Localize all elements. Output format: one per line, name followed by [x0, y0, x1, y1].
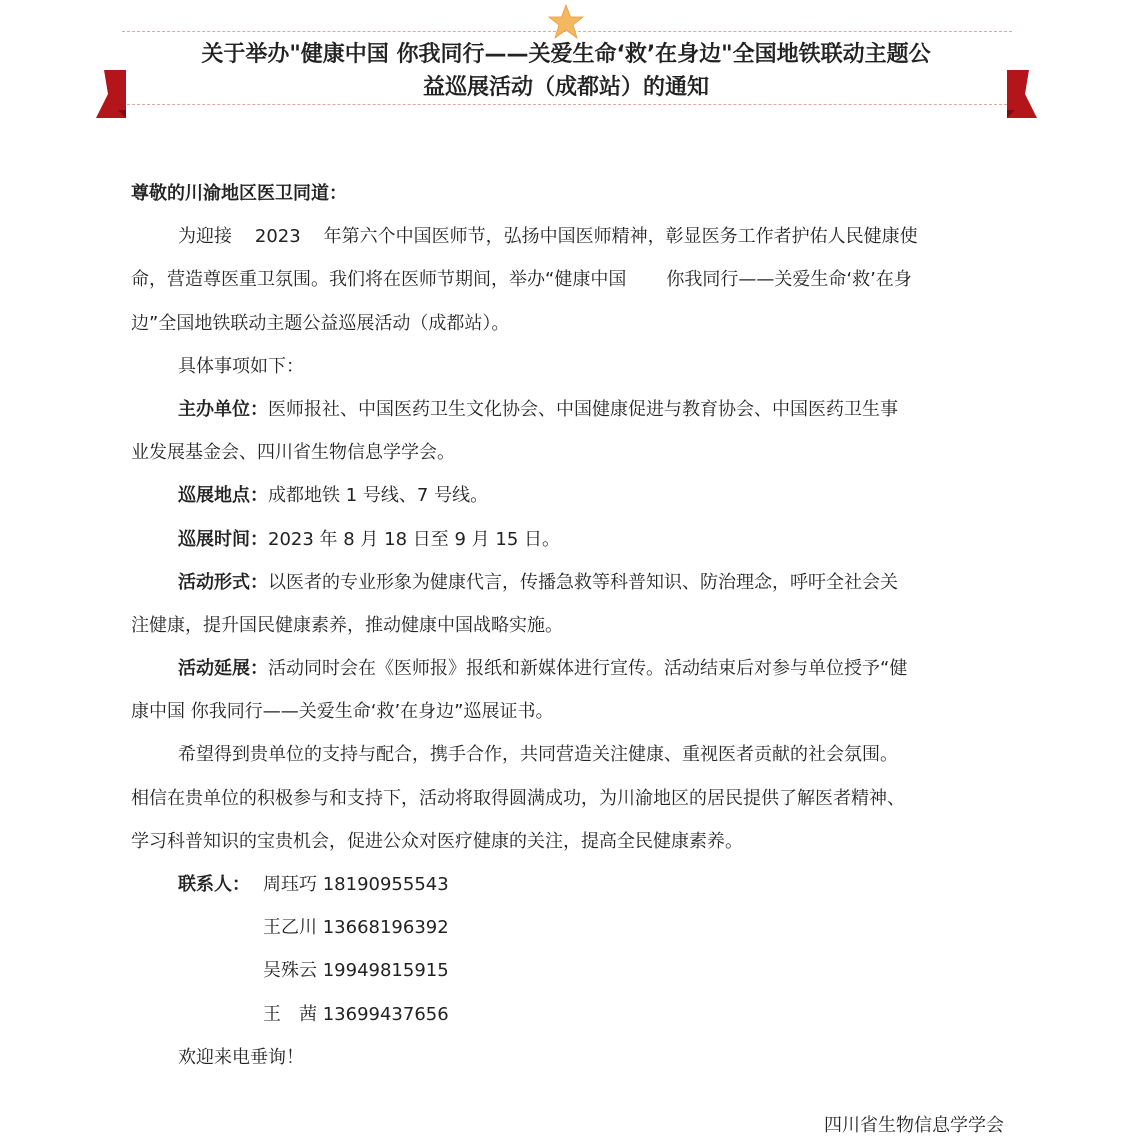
greeting: 尊敬的川渝地区医卫同道：	[131, 183, 347, 204]
contact-line-1	[131, 871, 1011, 914]
title-line-1: 关于举办"健康中国 你我同行——关爱生命‘救’在身边"全国地铁联动主题公	[201, 42, 931, 67]
location-line	[131, 482, 1011, 525]
format-line-1	[131, 569, 1011, 612]
location-label: 巡展地点：	[178, 485, 268, 507]
time-line	[131, 526, 1011, 569]
organizers-line-1	[131, 396, 1011, 439]
extension-text-1: 活动同时会在《医师报》报纸和新媒体进行宣传。活动结束后对参与单位授予“健	[268, 658, 908, 680]
format-label: 活动形式：	[178, 571, 268, 593]
intro-line-1	[131, 223, 1011, 266]
intro-line-2	[131, 266, 1011, 309]
contact-item: 周珏巧 18190955543	[263, 874, 449, 895]
organizers-line-2: 业发展基金会、四川省生物信息学学会。	[131, 442, 455, 464]
contacts-label: 联系人：	[178, 874, 250, 895]
extension-label: 活动延展：	[178, 658, 268, 680]
format-line-2: 注健康，提升国民健康素养，推动健康中国战略实施。	[131, 614, 563, 636]
time-value: 2023 年 8 月 18 日至 9 月 15 日。	[268, 528, 561, 550]
header-banner	[0, 0, 1133, 120]
notice-body	[131, 180, 1011, 1087]
details-intro: 具体事项如下：	[178, 355, 304, 377]
format-text-1: 以医者的专业形象为健康代言，传播急救等科普知识、防治理念，呼吁全社会关	[268, 571, 898, 593]
extension-line-2: 康中国 你我同行——关爱生命‘救’在身边”巡展证书。	[131, 701, 554, 723]
closing-line-1: 希望得到贵单位的支持与配合，携手合作，共同营造关注健康、重视医者贡献的社会氛围。	[178, 744, 898, 766]
notice-title	[130, 38, 1002, 104]
intro-text-1: 为迎接 2023 年第六个中国医师节，弘扬中国医师精神，彰显医务工作者护佑人民健康使	[178, 226, 918, 248]
contact-item: 王 茜 13699437656	[263, 1003, 449, 1025]
ribbon-right-icon	[1007, 70, 1037, 118]
time-label: 巡展时间：	[178, 528, 268, 550]
closing-line-2: 相信在贵单位的积极参与和支持下，活动将取得圆满成功，为川渝地区的居民提供了解医者精神、	[131, 787, 905, 809]
signature: 四川省生物信息学学会	[824, 1115, 1004, 1136]
intro-text-2: 命，营造尊医重卫氛围。我们将在医师节期间，举办“健康中国 你我同行——关爱生命‘救’在身	[131, 269, 912, 291]
contact-item: 吴殊云 19949815915	[263, 960, 449, 982]
organizers-text-1: 医师报社、中国医药卫生文化协会、中国健康促进与教育协会、中国医药卫生事	[268, 398, 898, 420]
title-line-2: 益巡展活动（成都站）的通知	[422, 75, 709, 100]
organizers-label: 主办单位：	[178, 398, 268, 420]
dotted-rule-bottom	[122, 104, 1012, 105]
welcome-text: 欢迎来电垂询！	[178, 1046, 304, 1068]
closing-line-3: 学习科普知识的宝贵机会，促进公众对医疗健康的关注，提高全民健康素养。	[131, 830, 743, 852]
location-value: 成都地铁 1 号线、7 号线。	[268, 485, 489, 507]
ribbon-left-icon	[96, 70, 126, 118]
star-icon	[548, 4, 584, 40]
intro-line-3: 边”全国地铁联动主题公益巡展活动（成都站）。	[131, 312, 510, 334]
extension-line-1	[131, 655, 1011, 698]
contact-item: 王乙川 13668196392	[263, 917, 449, 939]
